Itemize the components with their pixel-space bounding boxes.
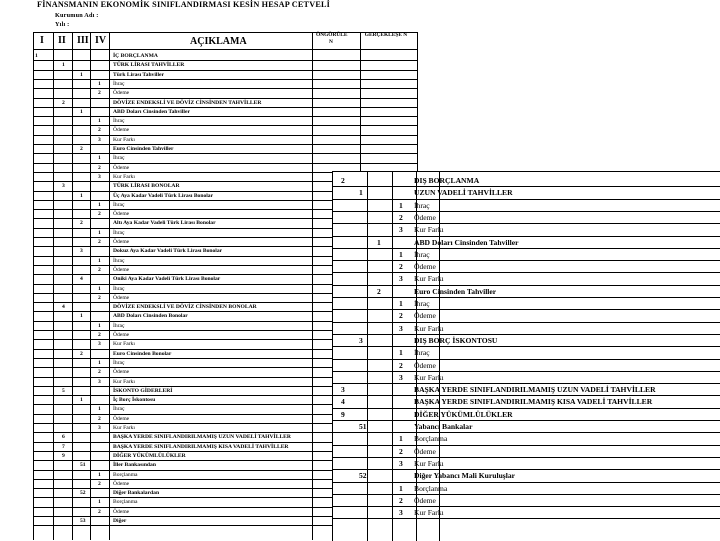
- institution-label: Kurumun Adı :: [55, 12, 99, 19]
- col-divider: [109, 33, 110, 540]
- row-divider: [333, 223, 720, 224]
- row-code: 1: [399, 483, 403, 493]
- row-divider: [33, 98, 418, 99]
- row-code: 1: [35, 53, 38, 59]
- row-description: Diğer: [113, 518, 127, 524]
- row-description: Kur Farkı: [414, 458, 444, 468]
- budget-table-external: [332, 171, 720, 541]
- row-description: Ödeme: [414, 212, 436, 222]
- row-code: 2: [98, 332, 101, 338]
- row-description: Ödeme: [113, 211, 130, 218]
- col-divider: [33, 33, 34, 540]
- row-code: 2: [98, 294, 101, 301]
- row-divider: [333, 494, 720, 495]
- row-code: 3: [98, 136, 101, 143]
- row-code: 2: [98, 508, 101, 515]
- row-divider: [33, 144, 418, 145]
- row-description: Diğer Yabancı Mali Kuruluşlar: [414, 471, 516, 481]
- row-description: İhraç: [113, 201, 125, 208]
- row-description: DIŞ BORÇLANMA: [414, 176, 480, 185]
- row-description: Altı Aya Kadar Vadeli Türk Lirası Bonolar: [113, 220, 216, 227]
- row-description: İhraç: [414, 200, 430, 210]
- row-description: Ödeme: [113, 508, 130, 515]
- row-code: 2: [399, 212, 403, 222]
- row-description: Ödeme: [113, 294, 130, 301]
- row-code: 3: [80, 248, 83, 255]
- row-divider: [333, 346, 720, 347]
- row-divider: [333, 297, 720, 298]
- row-divider: [333, 469, 720, 470]
- row-description: DÖVİZE ENDEKSLİ VE DÖVİZ CİNSİNDEN TAHVİLLER: [113, 99, 262, 106]
- row-divider: [333, 445, 720, 446]
- row-description: İhraç: [113, 406, 125, 413]
- row-code: 3: [98, 341, 101, 348]
- row-description: Euro Cinsinden Tahviller: [113, 146, 174, 152]
- row-description: Ödeme: [113, 332, 130, 338]
- row-description: İhraç: [113, 118, 125, 125]
- row-description: Ödeme: [414, 311, 436, 321]
- row-code: 3: [399, 225, 403, 235]
- row-divider: [333, 457, 720, 458]
- row-code: 1: [399, 348, 403, 358]
- row-code: 2: [98, 415, 101, 422]
- row-divider: [333, 309, 720, 310]
- row-description: Euro Cinsinden Tahviller: [414, 286, 497, 296]
- row-divider: [33, 135, 418, 136]
- row-code: 1: [399, 299, 403, 308]
- row-divider: [33, 88, 418, 89]
- row-code: 3: [399, 458, 403, 468]
- row-code: 53: [80, 518, 86, 524]
- row-description: Ödeme: [414, 262, 436, 272]
- row-code: 2: [80, 350, 83, 357]
- row-code: 1: [80, 71, 83, 78]
- row-code: 3: [98, 425, 101, 431]
- row-divider: [33, 70, 418, 71]
- row-code: 1: [377, 237, 381, 247]
- row-code: 2: [399, 360, 403, 370]
- row-code: 2: [399, 311, 403, 321]
- row-code: 1: [98, 80, 101, 87]
- row-description: Kur Farkı: [414, 372, 444, 382]
- row-code: 3: [341, 385, 345, 395]
- row-code: 6: [62, 434, 65, 441]
- row-code: 3: [359, 335, 363, 345]
- row-code: 2: [98, 127, 101, 134]
- row-description: Diğer Bankalardan: [113, 490, 160, 497]
- row-description: Ödeme: [113, 127, 130, 134]
- row-description: İhraç: [113, 359, 125, 366]
- row-description: İhraç: [414, 249, 430, 259]
- row-code: 3: [399, 508, 403, 518]
- col-header-gerceklesen: GERÇEKLEŞE N: [364, 32, 408, 38]
- row-description: TÜRK LİRASI TAHVİLLER: [113, 62, 185, 69]
- row-code: 2: [377, 286, 381, 296]
- row-divider: [333, 408, 720, 409]
- row-divider: [333, 260, 720, 261]
- row-description: Kur Farkı: [414, 323, 444, 333]
- row-code: 1: [98, 257, 101, 264]
- col-header-iv: IV: [95, 35, 107, 46]
- row-description: İhraç: [113, 257, 125, 264]
- row-description: Kur Farkı: [414, 225, 444, 235]
- col-divider: [367, 172, 368, 541]
- row-divider: [33, 79, 418, 80]
- row-code: 3: [399, 323, 403, 333]
- row-code: 1: [98, 229, 101, 236]
- row-code: 1: [98, 406, 101, 413]
- row-divider: [333, 420, 720, 421]
- row-divider: [333, 248, 720, 249]
- row-code: 1: [98, 471, 101, 478]
- row-description: Kur Farkı: [113, 425, 135, 431]
- row-code: 1: [98, 285, 101, 292]
- row-code: 1: [80, 397, 83, 404]
- row-code: 1: [98, 118, 101, 125]
- row-code: 2: [399, 495, 403, 505]
- row-code: 1: [399, 200, 403, 210]
- row-description: İhraç: [414, 299, 430, 308]
- row-description: BAŞKA YERDE SINIFLANDIRILMAMIŞ KISA VADELİ TAHVİLLER: [113, 443, 289, 450]
- row-description: İhraç: [113, 155, 125, 162]
- row-description: Kur Farkı: [113, 173, 135, 180]
- row-description: İhraç: [113, 285, 125, 292]
- row-code: 2: [80, 220, 83, 227]
- year-label: Yılı :: [55, 21, 70, 28]
- row-description: Ödeme: [113, 369, 130, 376]
- row-code: 2: [98, 90, 101, 97]
- row-description: Ödeme: [113, 90, 130, 97]
- row-divider: [333, 211, 720, 212]
- row-code: 1: [62, 62, 65, 69]
- row-code: 2: [341, 176, 345, 185]
- row-code: 4: [62, 304, 65, 311]
- row-description: İhraç: [113, 229, 125, 236]
- row-divider: [333, 518, 720, 519]
- col-header-i: I: [40, 35, 44, 46]
- row-divider: [333, 186, 720, 187]
- row-code: 3: [399, 372, 403, 382]
- col-header-ongorulen: ÖNGÖRÜLE N: [316, 32, 348, 45]
- row-divider: [33, 116, 418, 117]
- row-description: İhraç: [113, 322, 125, 329]
- row-description: Ödeme: [113, 480, 130, 487]
- row-code: 52: [80, 490, 86, 497]
- row-code: 1: [98, 201, 101, 208]
- row-code: 7: [62, 443, 65, 450]
- row-code: 52: [359, 471, 367, 481]
- row-description: TÜRK LİRASI BONOLAR: [113, 183, 180, 190]
- document-title: FİNANSMANIN EKONOMİK SINIFLANDIRMASI KESİN HESAP CETVELİ: [37, 0, 331, 9]
- row-description: Ödeme: [414, 360, 436, 370]
- row-description: Borçlanma: [414, 483, 448, 493]
- row-description: Ödeme: [113, 239, 130, 245]
- row-code: 1: [98, 359, 101, 366]
- row-code: 3: [98, 378, 101, 385]
- row-divider: [333, 199, 720, 200]
- row-description: BAŞKA YERDE SINIFLANDIRILMAMIŞ KISA VADELİ TAHVİLLER: [414, 397, 653, 407]
- row-description: Kur Farkı: [113, 341, 135, 348]
- row-description: Ödeme: [414, 446, 436, 456]
- row-description: Kur Farkı: [414, 274, 444, 284]
- row-code: 1: [399, 249, 403, 259]
- row-description: Ödeme: [113, 266, 130, 273]
- row-description: İhraç: [414, 348, 430, 358]
- row-description: İç Borç İskontosu: [113, 397, 156, 404]
- row-description: İÇ BORÇLANMA: [113, 53, 158, 59]
- row-code: 1: [80, 313, 83, 320]
- row-code: 1: [359, 188, 363, 198]
- col-divider: [392, 172, 393, 541]
- row-divider: [33, 163, 418, 164]
- row-divider: [333, 371, 720, 372]
- col-divider: [312, 33, 313, 540]
- row-code: 2: [98, 480, 101, 487]
- row-code: 2: [98, 211, 101, 218]
- row-code: 1: [98, 322, 101, 329]
- row-divider: [33, 125, 418, 126]
- row-description: Borçlanma: [113, 471, 138, 478]
- row-divider: [333, 506, 720, 507]
- row-description: BAŞKA YERDE SINIFLANDIRILMAMIŞ UZUN VADELİ TAHVİLLER: [113, 434, 291, 441]
- col-divider: [90, 33, 91, 540]
- row-description: DÖVİZE ENDEKSLİ VE DÖVİZ CİNSİNDEN BONOLAR: [113, 304, 257, 311]
- row-divider: [333, 272, 720, 273]
- row-description: ABD Doları Cinsinden Bonolar: [113, 313, 188, 320]
- row-description: İller Bankasından: [113, 462, 156, 469]
- row-divider: [333, 432, 720, 433]
- row-description: Ödeme: [113, 415, 130, 422]
- row-description: Yabancı Bankalar: [414, 422, 473, 431]
- row-description: ABD Doları Cinsinden Tahviller: [113, 108, 190, 115]
- row-divider: [333, 285, 720, 286]
- row-description: Kur Farkı: [414, 508, 444, 518]
- col-header-aciklama: AÇIKLAMA: [190, 36, 247, 47]
- row-code: 9: [341, 409, 345, 419]
- row-divider: [333, 236, 720, 237]
- row-description: DİĞER YÜKÜMLÜLÜKLER: [113, 452, 186, 459]
- row-description: İSKONTO GİDERLERİ: [113, 387, 173, 394]
- row-description: Ödeme: [113, 164, 130, 171]
- row-code: 9: [62, 452, 65, 459]
- row-code: 2: [80, 146, 83, 152]
- row-code: 2: [399, 446, 403, 456]
- row-code: 1: [80, 192, 83, 199]
- row-code: 1: [80, 108, 83, 115]
- row-code: 3: [399, 274, 403, 284]
- row-code: 2: [62, 99, 65, 106]
- row-description: DİĞER YÜKÜMLÜLÜKLER: [414, 409, 513, 419]
- row-divider: [333, 359, 720, 360]
- row-code: 3: [62, 183, 65, 190]
- row-description: Euro Cinsinden Bonolar: [113, 350, 172, 357]
- row-code: 1: [399, 434, 403, 444]
- row-description: Üç Aya Kadar Vadeli Türk Lirası Bonolar: [113, 192, 214, 199]
- row-description: BAŞKA YERDE SINIFLANDIRILMAMIŞ UZUN VADELİ TAHVİLLER: [414, 385, 656, 395]
- col-header-iii: III: [77, 35, 89, 46]
- row-divider: [33, 153, 418, 154]
- row-code: 51: [359, 422, 367, 431]
- col-divider: [72, 33, 73, 540]
- row-code: 2: [399, 262, 403, 272]
- row-divider: [33, 107, 418, 108]
- row-divider: [333, 383, 720, 384]
- row-divider: [333, 322, 720, 323]
- row-code: 5: [62, 387, 65, 394]
- row-description: Ödeme: [414, 495, 436, 505]
- row-code: 4: [80, 276, 83, 283]
- row-code: 51: [80, 462, 86, 469]
- row-code: 2: [98, 239, 101, 245]
- col-divider: [53, 33, 54, 540]
- row-code: 2: [98, 266, 101, 273]
- row-code: 4: [341, 397, 345, 407]
- row-description: Kur Farkı: [113, 378, 135, 385]
- row-description: Borçlanma: [113, 499, 138, 506]
- col-header-ii: II: [58, 35, 66, 46]
- row-description: UZUN VADELİ TAHVİLLER: [414, 188, 513, 198]
- row-divider: [333, 482, 720, 483]
- row-description: Dokuz Aya Kadar Vadeli Türk Lirası Bonolar: [113, 248, 223, 255]
- row-description: Borçlanma: [414, 434, 448, 444]
- row-description: Türk Lirası Tahviller: [113, 71, 164, 78]
- row-code: 2: [98, 369, 101, 376]
- row-code: 1: [98, 499, 101, 506]
- row-description: Kur Farkı: [113, 136, 135, 143]
- row-description: ABD Doları Cinsinden Tahviller: [414, 237, 519, 247]
- row-code: 3: [98, 173, 101, 180]
- row-divider: [333, 334, 720, 335]
- row-code: 2: [98, 164, 101, 171]
- row-description: DIŞ BORÇ İSKONTOSU: [414, 335, 498, 345]
- row-divider: [33, 60, 418, 61]
- row-description: İhraç: [113, 80, 125, 87]
- row-description: Oniki Aya Kadar Vadeli Türk Lirası Bonolar: [113, 276, 221, 283]
- row-code: 1: [98, 155, 101, 162]
